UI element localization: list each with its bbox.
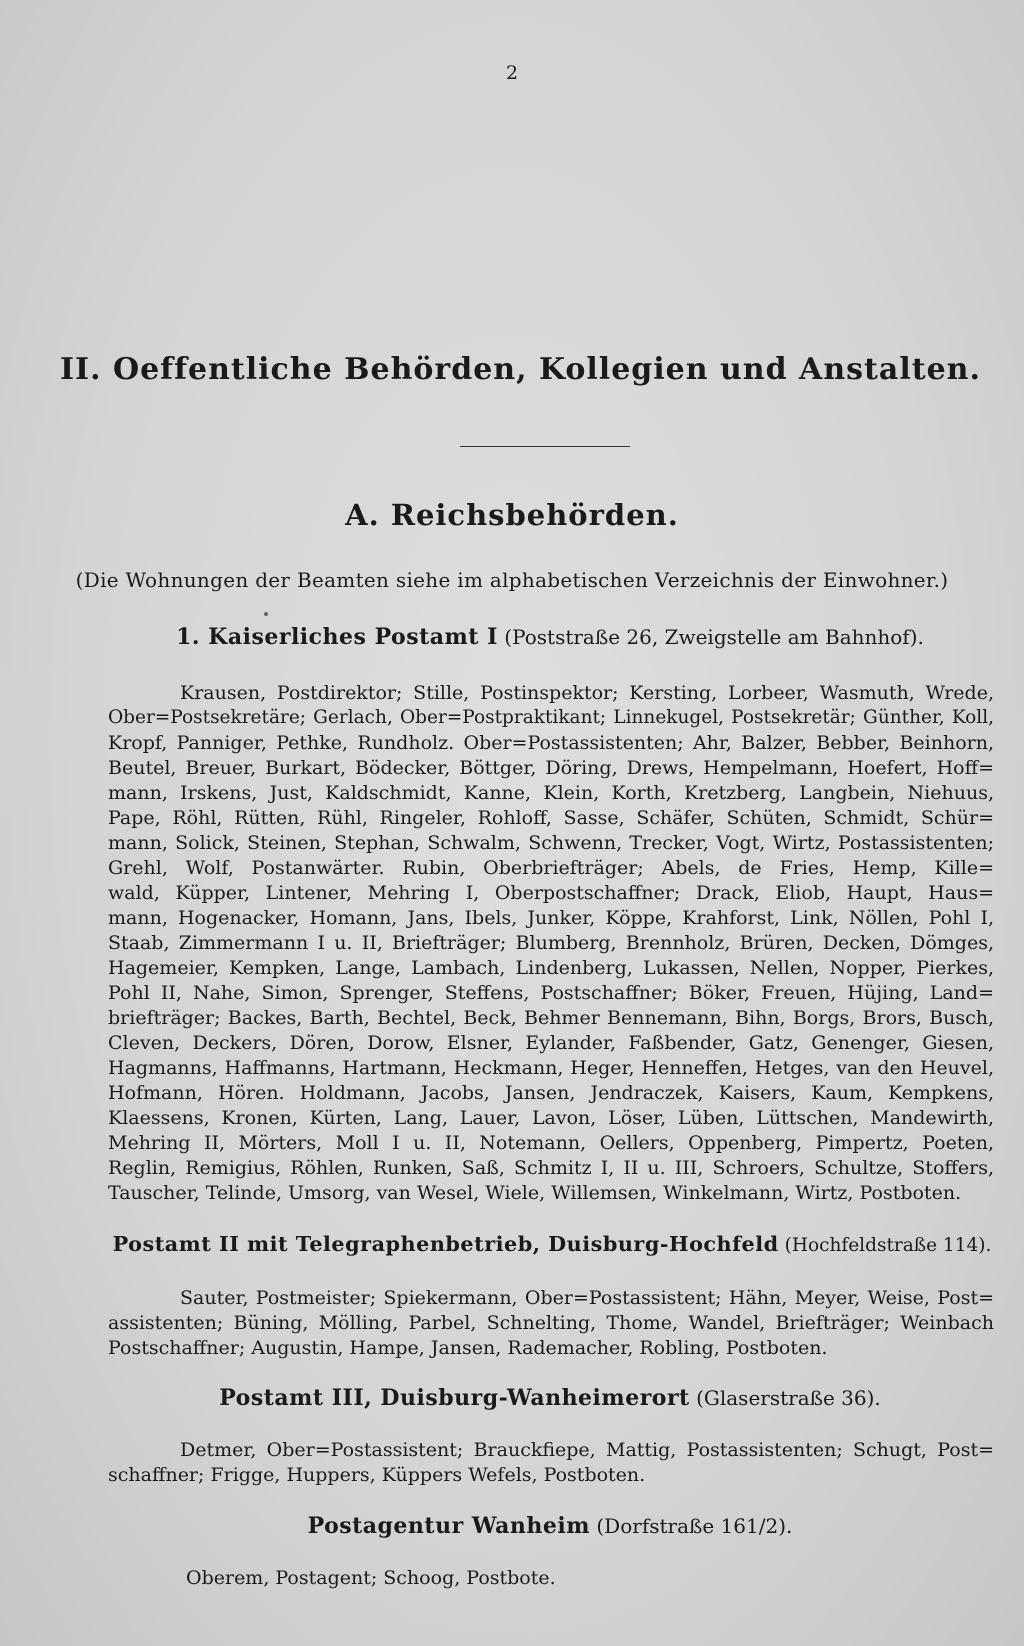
text-line: Sauter, Postmeister; Spiekermann, Ober=Postassistent; Hähn, Meyer, Weise, Post= [180,1287,994,1309]
text-line: Klaessens, Kronen, Kürten, Lang, Lauer, Lavon, Löser, Lüben, Lüttschen, Mandewirth, [108,1107,994,1129]
block-title-address: (Hochfeldstraße 114). [784,1235,992,1256]
block-title-address: (Poststraße 26, Zweigstelle am Bahnhof). [504,625,924,649]
block-title-postamt-1 [100,624,1000,650]
block-title-postamt-2 [110,1232,994,1256]
text-line: Beutel, Breuer, Burkart, Bödecker, Böttger, Döring, Drews, Hempelmann, Hoefert, Hoff= [108,757,994,779]
text-line: Staab, Zimmermann I u. II, Briefträger; Blumberg, Brennholz, Brüren, Decken, Dömges, [108,932,994,954]
block-title-name: Postagentur Wanheim [307,1513,591,1539]
text-line: mann, Solick, Steinen, Stephan, Schwalm, Schwenn, Trecker, Vogt, Wirtz, Postassistenten; [108,832,994,854]
text-line: Pape, Röhl, Rütten, Rühl, Ringeler, Rohloff, Sasse, Schäfer, Schüten, Schmidt, Schür= [108,807,994,829]
text-line: Hagmanns, Haffmanns, Hartmann, Heckmann, Heger, Henneffen, Hetges, van den Heuvel, [108,1057,994,1079]
chapter-title: II. Oeffentliche Behörden, Kollegien und Anstalten. [60,352,981,387]
text-line: assistenten; Büning, Mölling, Parbel, Schnelting, Thome, Wandel, Briefträger; Weinbach [108,1312,994,1334]
block-title-name: Postamt III, Duisburg-Wanheimerort [219,1385,690,1411]
text-line: Oberem, Postagent; Schoog, Postbote. [186,1567,556,1589]
text-line: Hagemeier, Kempken, Lange, Lambach, Lindenberg, Lukassen, Nellen, Nopper, Pierkes, [108,957,994,979]
section-note: (Die Wohnungen der Beamten siehe im alphabetischen Verzeichnis der Einwohner.) [75,568,949,592]
text-line: Reglin, Remigius, Röhlen, Runken, Saß, Schmitz I, II u. III, Schroers, Schultze, Stoffers, [108,1157,994,1179]
block-title-address: (Glaserstraße 36). [696,1386,881,1410]
text-line: Ober=Postsekretäre; Gerlach, Ober=Postpraktikant; Linnekugel, Postsekretär; Günther, Koll, [108,707,994,728]
text-line: Pohl II, Nahe, Simon, Sprenger, Steffens, Postschaffner; Böker, Freuen, Hüjing, Land= [108,982,994,1004]
text-line: Krausen, Postdirektor; Stille, Postinspektor; Kersting, Lorbeer, Wasmuth, Wrede, [180,682,994,704]
text-line: Mehring II, Mörters, Moll I u. II, Notemann, Oellers, Oppenberg, Pimpertz, Poeten, [108,1132,994,1154]
block-title-postamt-3 [100,1385,1000,1411]
text-line: Detmer, Ober=Postassistent; Brauckfiepe, Mattig, Postassistenten; Schugt, Post= [180,1439,994,1461]
print-speck [264,612,268,616]
section-heading: A. Reichsbehörden. [345,498,679,532]
text-line: mann, Irskens, Just, Kaldschmidt, Kanne, Klein, Korth, Kretzberg, Langbein, Niehuus, [108,782,994,804]
block-title-name: 1. Kaiserliches Postamt I [176,624,498,650]
text-line: Postschaffner; Augustin, Hampe, Jansen, Rademacher, Robling, Postboten. [108,1337,828,1359]
title-divider [460,446,630,447]
text-line: Hofmann, Hören. Holdmann, Jacobs, Jansen, Jendraczek, Kaisers, Kaum, Kempkens, [108,1082,994,1104]
text-line: Cleven, Deckers, Dören, Dorow, Elsner, Eylander, Faßbender, Gatz, Genenger, Giesen, [108,1032,994,1054]
text-line: Grehl, Wolf, Postanwärter. Rubin, Oberbriefträger; Abels, de Fries, Hemp, Kille= [108,857,994,879]
text-line: mann, Hogenacker, Homann, Jans, Ibels, Junker, Köppe, Krahforst, Link, Nöllen, Pohl I, [108,907,994,929]
block-title-postagentur [100,1513,1000,1539]
text-line: briefträger; Backes, Barth, Bechtel, Beck, Behmer Bennemann, Bihn, Borgs, Brors, Busch, [108,1007,994,1029]
block-title-address: (Dorfstraße 161/2). [596,1514,793,1538]
text-line: wald, Küpper, Lintener, Mehring I, Oberpostschaffner; Drack, Eliob, Haupt, Haus= [108,882,994,904]
text-line: Tauscher, Telinde, Umsorg, van Wesel, Wiele, Willemsen, Winkelmann, Wirtz, Postboten. [108,1182,962,1204]
block-title-name: Postamt II mit Telegraphenbetrieb, Duisburg-Hochfeld [112,1232,779,1256]
text-line: Kropf, Panniger, Pethke, Rundholz. Ober=Postassistenten; Ahr, Balzer, Bebber, Beinhorn, [108,732,994,754]
page-number: 2 [505,62,519,84]
text-line: schaffner; Frigge, Huppers, Küppers Wefels, Postboten. [108,1464,646,1486]
